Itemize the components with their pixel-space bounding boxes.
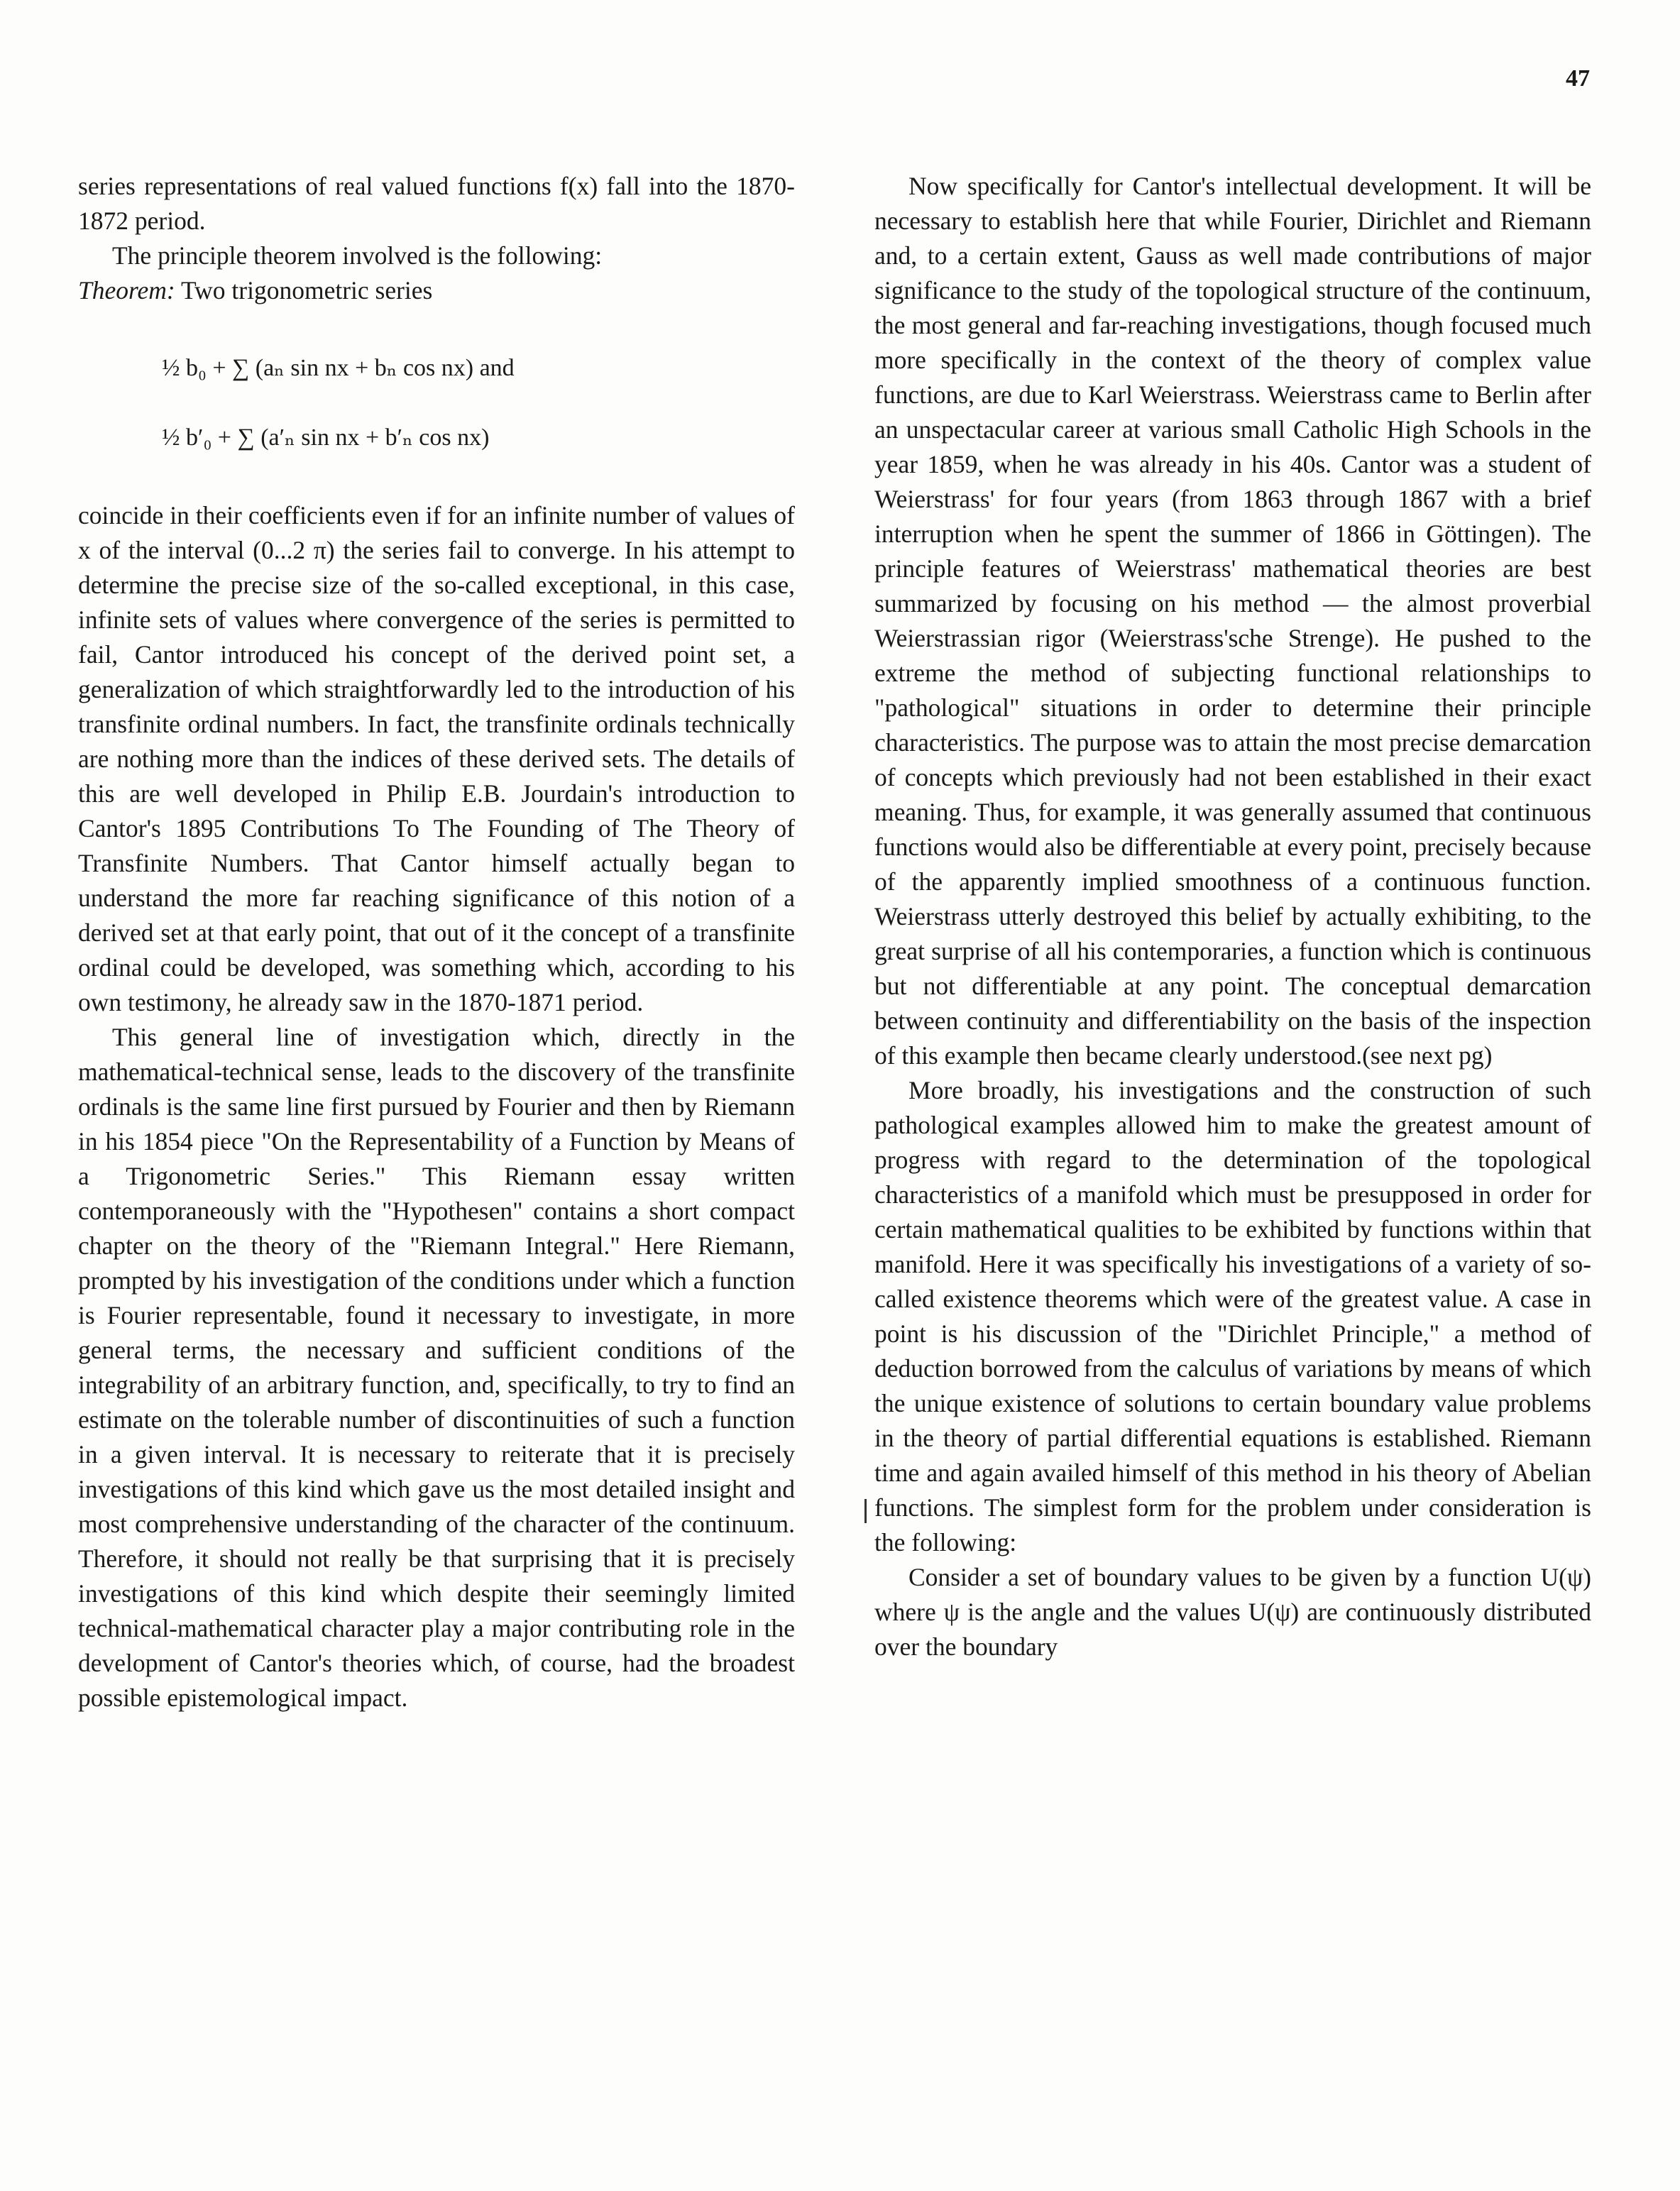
paragraph-boundary-values: Consider a set of boundary values to be given by a function U(ψ) where ψ is the angle and the values U(ψ) are continuously distributed over the boundary [874,1563,1591,1661]
paragraph-weierstrass: Now specifically for Cantor's intellectual development. It will be necessary to establish here that while Fourier, Dirichlet and Riemann and, to a certain extent, Gauss as well made contributions of major significance to the study of the topological structure of the continuum, the most general and far-reaching investigations, though focused much more specifically in the context of the theory of complex value functions, are due to Karl Weierstrass. Weierstrass came to Berlin after an unspectacular career at various small Catholic High Schools in the year 1859, when he was already in his 40s. Cantor was a student of Weierstrass' for four years (from 1863 through 1867 with a brief interruption when he spent the summer of 1866 in Göttingen). The principle features of Weierstrass' mathematical theories are best summarized by focusing on his method — the almost proverbial Weierstrassian rigor (Weierstrass'sche Strenge). He pushed to the extreme the method of subjecting functional relationships to "pathological" situations in order to determine their principle characteristics. The purpose was to attain the most precise demarcation of concepts which previously had not been established in their exact meaning. Thus, for example, it was generally assumed that continuous functions would also be differentiable at every point, precisely because of the apparently implied smoothness of a continuous function. Weierstrass utterly destroyed this belief by actually exhibiting, to the great surprise of all his contemporaries, a function which is continuous but not differentiable at any point. The conceptual demarcation between continuity and differentiability on the basis of the inspection of this example then became clearly understood.(see next pg) [874,172,1591,1070]
formula-series-1: ½ b₀ + ∑ (aₙ sin nx + bₙ cos nx) and [162,355,515,381]
theorem-statement [78,273,795,308]
paragraph-riemann-investigation: This general line of investigation which, directly in the mathematical-technical sense, leads to the discovery of the transfinite ordinals is the same line first pursued by Fourier and then by Riemann in his 1854 piece "On the Representability of a Function by Means of a Trigonometric Series." This Riemann essay written contemporaneously with the "Hypothesen" contains a short compact chapter on the theory of the "Riemann Integral." Here Riemann, prompted by his investigation of the conditions under which a function is Fourier representable, found it necessary to investigate, in more general terms, the necessary and sufficient conditions of the integrability of an arbitrary function, and, specifically, to try to find an estimate on the tolerable number of discontinuities of such a function in a given interval. It is necessary to reiterate that it is precisely investigations of this kind which gave us the most detailed insight and most comprehensive understanding of the character of the continuum. Therefore, it should not really be that surprising that it is precisely investigations of this kind which despite their seemingly limited technical-mathematical character play a major contributing role in the development of Cantor's theories which, of course, had the broadest possible epistemological impact. [78,1023,795,1712]
left-column [78,169,795,1715]
margin-mark [864,1499,867,1523]
theorem-label: Theorem: [78,276,175,304]
right-column [874,169,1591,1664]
paragraph-principle-theorem: The principle theorem involved is the following: [112,241,603,270]
paragraph-series-period: series representations of real valued functions f(x) fall into the 1870-1872 period. [78,172,795,235]
paragraph-derived-sets: coincide in their coefficients even if for an infinite number of values of x of the interval (0...2 π) the series fail to converge. In his attempt to determine the precise size of the so-called exceptional, in this case, infinite sets of values where convergence of the series is permitted to fail, Cantor introduced his concept of the derived point set, a generalization of which straightforwardly led to the introduction of his transfinite ordinal numbers. In fact, the transfinite ordinals technically are nothing more than the indices of these derived sets. The details of this are well developed in Philip E.B. Jourdain's introduction to Cantor's 1895 Contributions To The Founding of The Theory of Transfinite Numbers. That Cantor himself actually began to understand the more far reaching significance of this notion of a derived set at that early point, that out of it the concept of a transfinite ordinal could be developed, was something which, according to his own testimony, he already saw in the 1870-1871 period. [78,501,795,1016]
formula-block [162,334,795,473]
page-number: 47 [1566,65,1590,92]
paragraph-dirichlet-principle: More broadly, his investigations and the construction of such pathological examples allowed him to make the greatest amount of progress with regard to the determination of the topological characteristics of a manifold which must be presupposed in order for certain mathematical qualities to be exhibited by functions within that manifold. Here it was specifically his investigations of a variety of so-called existence theorems which were of the greatest value. A case in point is his discussion of the "Dirichlet Principle," a method of deduction borrowed from the calculus of variations by means of which the unique existence of solutions to certain boundary value problems in the theory of partial differential equations is established. Riemann time and again availed himself of this method in his theory of Abelian functions. The simplest form for the problem under consideration is the following: [874,1076,1591,1556]
formula-series-2: ½ b′₀ + ∑ (a′ₙ sin nx + b′ₙ cos nx) [162,424,490,451]
theorem-text: Two trigonometric series [175,276,433,304]
